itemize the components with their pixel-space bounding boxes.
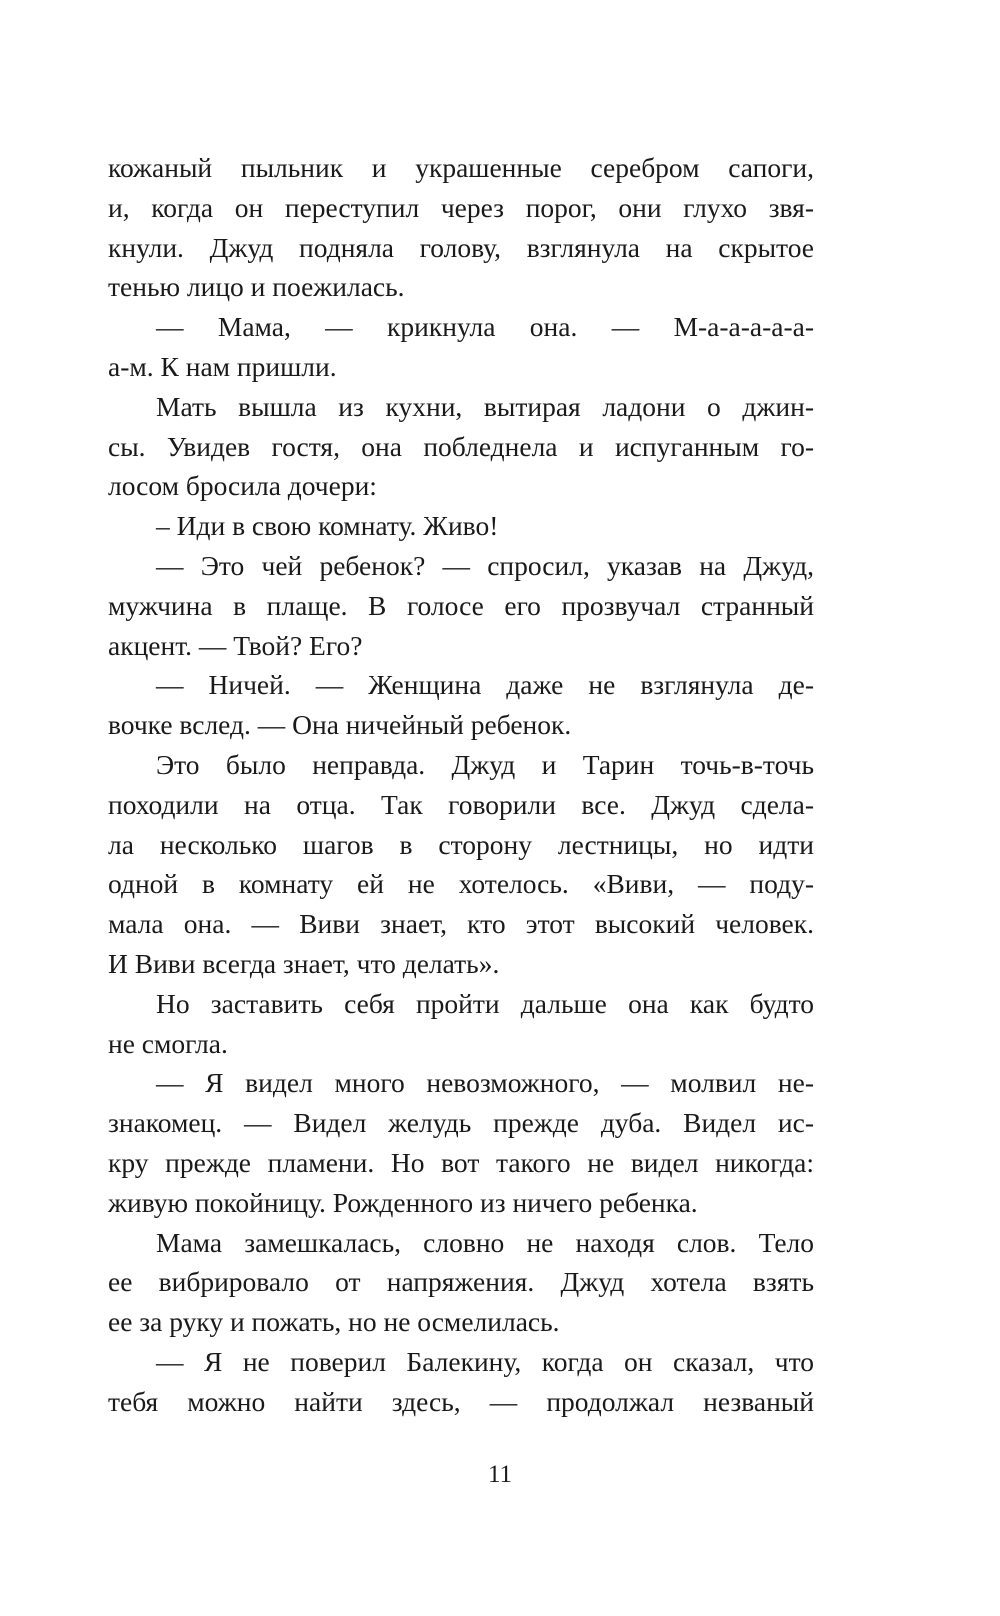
text-line: кру прежде пламени. Но вот такого не видел никогда: [108,1146,814,1178]
text-line: и, когда он переступил через порог, они глухо звя- [108,191,814,223]
text-line: ла несколько шагов в сторону лестницы, но идти [108,828,814,860]
text-line: мала она. — Виви знает, кто этот высокий человек. [108,908,814,940]
text-line: кнули. Джуд подняла голову, взглянула на скрытое [108,231,814,263]
paragraph [108,148,814,307]
text-line: ее вибрировало от напряжения. Джуд хотела взять [108,1266,814,1298]
paragraph [108,546,814,665]
text-line: — Я видел много невозможного, — молвил не- [156,1067,814,1099]
text-line: Мать вышла из кухни, вытирая ладони о джин- [156,390,814,422]
paragraph [108,1223,814,1342]
page-number: 11 [487,1461,513,1488]
text-line: — Мама, — крикнула она. — М-а-а-а-а-а- [156,311,814,343]
paragraph [108,1063,814,1222]
paragraph [108,984,814,1064]
text-line: — Я не поверил Балекину, когда он сказал, что [156,1345,814,1377]
text-line: И Виви всегда знает, что делать». [108,947,500,979]
text-line: — Ничей. — Женщина даже не взглянула де- [156,669,814,701]
text-line: акцент. — Твой? Его? [108,629,363,661]
text-line: живую покойницу. Рожденного из ничего ребенка. [108,1186,698,1218]
text-line: тенью лицо и поежилась. [108,271,405,303]
text-line: не смогла. [108,1027,228,1059]
paragraph [108,1342,814,1422]
text-line: тебя можно найти здесь, — продолжал незваный [108,1385,814,1417]
text-line: лосом бросила дочери: [108,470,377,502]
text-line: Но заставить себя пройти дальше она как будто [156,987,814,1019]
paragraph [108,506,814,546]
text-line: — Это чей ребенок? — спросил, указав на Джуд, [156,549,814,581]
text-line: мужчина в плаще. В голосе его прозвучал странный [108,589,814,621]
text-line: вочке вслед. — Она ничейный ребенок. [108,709,572,741]
text-line: ее за руку и пожать, но не осмелилась. [108,1306,560,1338]
text-line: – Иди в свою комнату. Живо! [156,510,499,542]
text-line: сы. Увидев гостя, она побледнела и испуганным го- [108,430,814,462]
paragraph [108,387,814,506]
paragraph [108,665,814,745]
text-line: походили на отца. Так говорили все. Джуд сдела- [108,788,814,820]
text-line: Это было неправда. Джуд и Тарин точь-в-точь [156,748,814,780]
text-line: кожаный пыльник и украшенные серебром сапоги, [108,152,814,183]
text-line: одной в комнату ей не хотелось. «Виви, — поду- [108,868,814,900]
text-line: а-м. К нам пришли. [108,350,337,382]
paragraph [108,307,814,387]
page-body [108,148,814,1422]
text-line: знакомец. — Видел желудь прежде дуба. Видел ис- [108,1107,814,1139]
paragraph [108,745,814,984]
text-line: Мама замешкалась, словно не находя слов. Тело [156,1226,814,1258]
